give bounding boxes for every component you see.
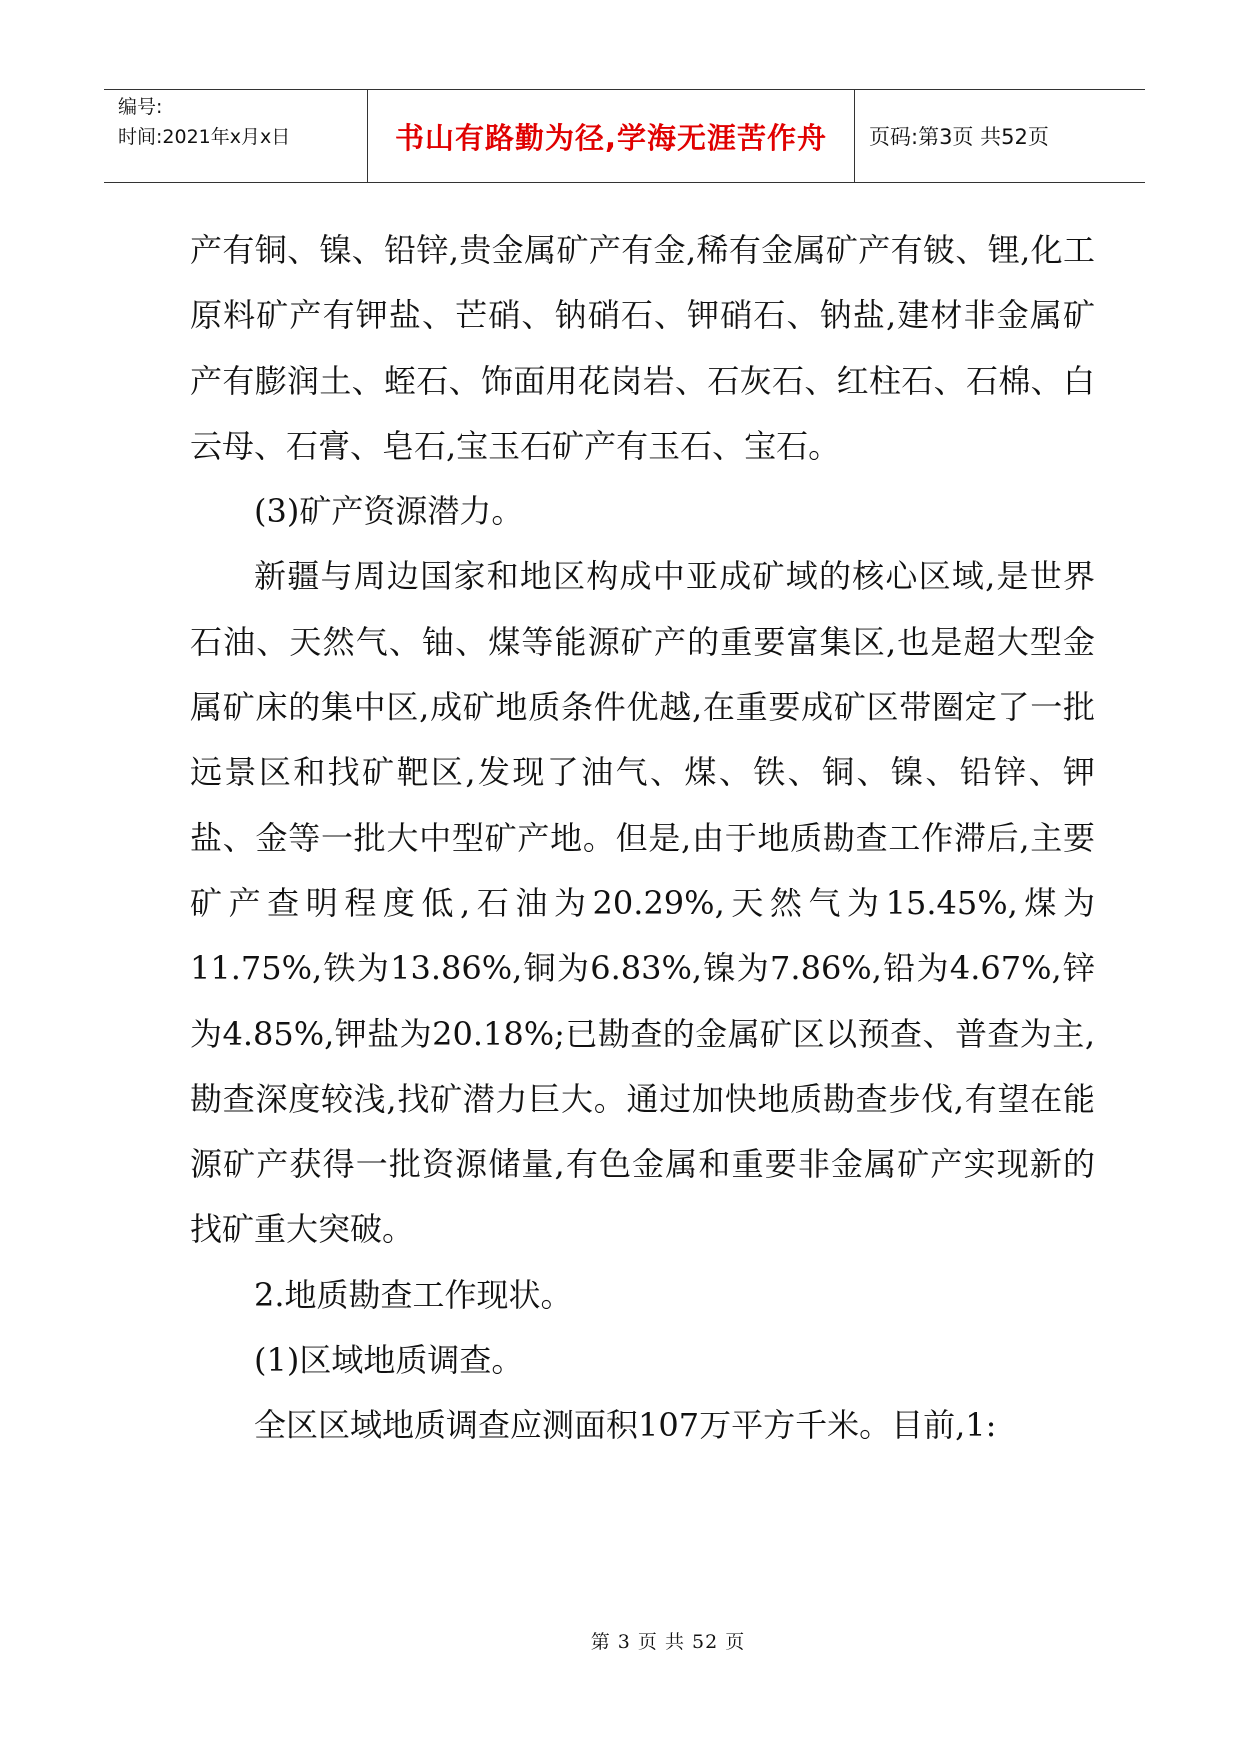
document-header <box>104 89 1145 183</box>
paragraph-regional-survey: 全区区域地质调查应测面积107万平方千米。目前,1: <box>254 1406 997 1445</box>
document-time-label: 时间:2021年x月x日 <box>118 126 291 148</box>
header-meta <box>104 90 368 182</box>
heading-survey-status: 2.地质勘查工作现状。 <box>254 1275 573 1314</box>
subheading-regional-survey: (1)区域地质调查。 <box>254 1341 524 1380</box>
document-number-label: 编号: <box>118 96 163 118</box>
paragraph-continued: 产有铜、镍、铅锌,贵金属矿产有金,稀有金属矿产有铍、锂,化工原料矿产有钾盐、芒硝、钠硝石、钾硝石、钠盐,建材非金属矿产有膨润土、蛭石、饰面用花岗岩、石灰石、红柱石、石棉、白云母、石膏、皂石,宝玉石矿产有玉石、宝石。 <box>190 231 1095 465</box>
page-footer: 第 3 页 共 52 页 <box>590 1631 746 1653</box>
paragraph-xinjiang-potential: 新疆与周边国家和地区构成中亚成矿域的核心区域,是世界石油、天然气、铀、煤等能源矿产的重要富集区,也是超大型金属矿床的集中区,成矿地质条件优越,在重要成矿区带圈定了一批远景区和找矿靶区,发现了油气、煤、铁、铜、镍、铅锌、钾盐、金等一批大中型矿产地。但是,由于地质勘查工作滞后,主要矿产查明程度低,石油为20.29%,天然气为15.45%,煤为11.75%,铁为13.86%,铜为6.83%,镍为7.86%,铅为4.67%,锌为4.85%,钾盐为20.18%;已勘查的金属矿区以预查、普查为主,勘查深度较浅,找矿潜力巨大。通过加快地质勘查步伐,有望在能源矿产获得一批资源储量,有色金属和重要非金属矿产实现新的找矿重大突破。 <box>190 557 1095 1249</box>
document-body <box>190 218 1095 1459</box>
header-motto: 书山有路勤为径,学海无涯苦作舟 <box>368 90 855 182</box>
header-page-info: 页码:第3页 共52页 <box>869 125 1049 149</box>
subheading-mineral-potential: (3)矿产资源潜力。 <box>254 492 524 531</box>
